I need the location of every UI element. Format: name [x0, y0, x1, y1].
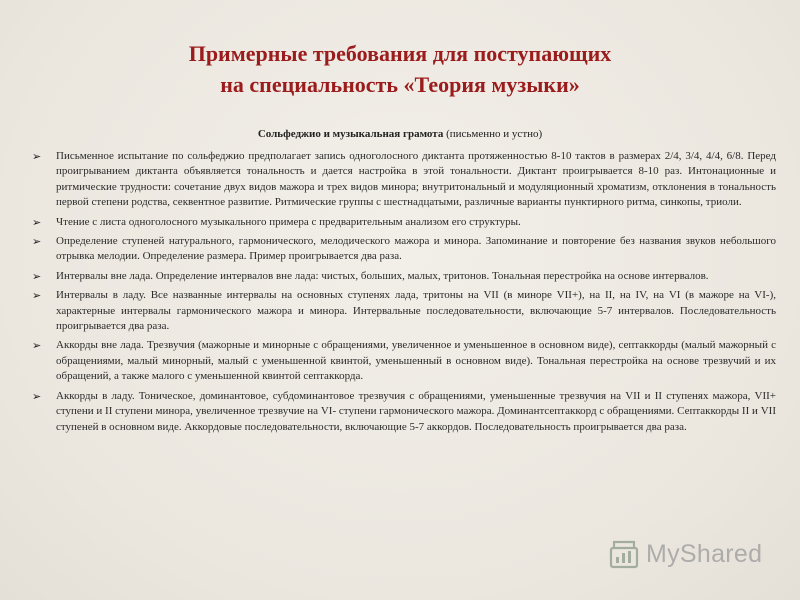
- slide-subtitle: [60, 128, 740, 140]
- list-item: [32, 269, 776, 284]
- arrow-bullet-icon: ➢: [32, 215, 42, 229]
- list-item: [32, 338, 776, 384]
- list-item: [32, 234, 776, 265]
- myshared-watermark-text: MyShared: [646, 539, 763, 568]
- myshared-logo-icon: [608, 538, 640, 570]
- arrow-bullet-icon: ➢: [32, 289, 42, 303]
- arrow-bullet-icon: ➢: [32, 150, 42, 163]
- subtitle-bold: Сольфеджио и музыкальная грамота: [257, 128, 444, 140]
- list-item-text: Письменное испытание по сольфеджио предполагает запись одноголосного диктанта протяженностью 8-10 тактов в размерах 2/4, 3/4, 4/4, 6/8. Перед проигрыванием диктанта объявляется тональность и дается настройка в этой тональности. Диктант проигрывается 8-10 раз. Интонационные и ритмические трудности: сочетание двух видов мажора и трех видов минора; внутритональный и модуляционный хроматизм, отклонения в тональность первой степени родства, секвентное развитие. Ритмические группы с шестнадцатыми, различные варианты пунктирного ритма, синкопы, триоли.: [56, 150, 776, 209]
- list-item-text: Аккорды вне лада. Трезвучия (мажорные и минорные с обращениями, увеличенное и уменьшенное в основном виде), септаккорды (малый мажорный с обращениями, малый минорный, малый с уменьшенной квинтой, уменьшенный в основном виде). Тональная перестройка на основе трезвучий и их обращений, а также малого с уменьшенной квинтой септаккорда.: [56, 339, 776, 383]
- list-item: [32, 288, 776, 334]
- list-item-text: Определение ступеней натурального, гармонического, мелодического мажора и минора. Запоминание и повторение без названия звуков небольшого отрывка мелодии. Определение размера. Пример проигрывается два раза.: [56, 235, 776, 263]
- subtitle-normal: (письменно и устно): [443, 128, 543, 140]
- requirements-list: [32, 149, 776, 439]
- list-item-text: Чтение с листа одноголосного музыкального примера с предварительным анализом его структуры.: [56, 215, 521, 228]
- title-line-1: Примерные требования для поступающих: [188, 41, 612, 66]
- arrow-bullet-icon: ➢: [32, 339, 42, 353]
- list-item: [32, 215, 776, 230]
- myshared-watermark[interactable]: [608, 534, 762, 574]
- list-item-text: Интервалы вне лада. Определение интервалов вне лада: чистых, больших, малых, тритонов. Тональная перестройка на основе интервалов.: [56, 269, 709, 282]
- list-item-text: Аккорды в ладу. Тоническое, доминантовое, субдоминантовое трезвучия с обращениями, уменьшенные трезвучия на VII и II ступенях мажора, VII+ ступени и II ступени минора, увеличенное трезвучие на VI- ступени гармонического мажора. Доминантсептаккорд с обращениями. Септаккорды II и VII ступеней в основном виде. Аккордовые последовательности, включающие 5-7 аккордов. Последовательность проигрывается два раза.: [56, 389, 776, 433]
- arrow-bullet-icon: ➢: [32, 269, 42, 283]
- list-item: [32, 389, 776, 435]
- arrow-bullet-icon: ➢: [32, 389, 42, 403]
- slide-title: [60, 38, 740, 100]
- title-line-2: на специальность «Теория музыки»: [220, 72, 580, 97]
- list-item: [32, 149, 776, 211]
- list-item-text: Интервалы в ладу. Все названные интервалы на основных ступенях лада, тритоны на VII (в миноре VII+), на II, на IV, на VI (в мажоре на VI-), характерные интервалы гармонического мажора и минора. Интервальные последовательности, включающие 5-7 интервалов. Последовательность проигрывается два раза.: [56, 289, 776, 333]
- arrow-bullet-icon: ➢: [32, 235, 42, 249]
